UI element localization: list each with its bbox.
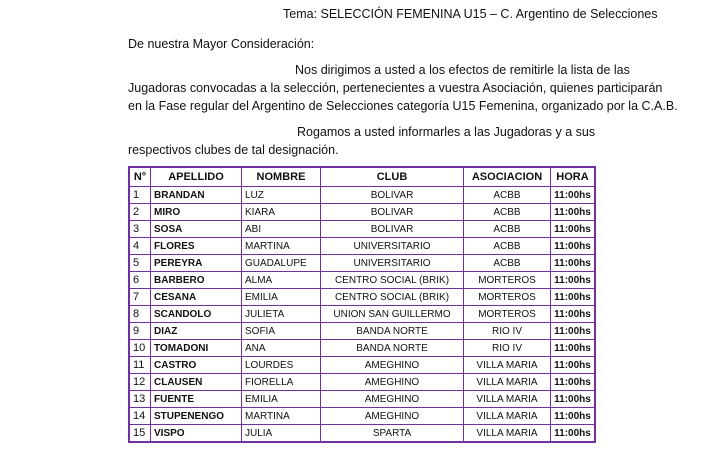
cell-number: 15 [129, 425, 151, 443]
players-table [128, 166, 596, 443]
paragraph-1-line-1: Nos dirigimos a usted a los efectos de remitirle la lista de las [295, 63, 630, 77]
table-row [129, 272, 595, 289]
paragraph-1-line-3: en la Fase regular del Argentino de Selecciones categoría U15 Femenina, organizado por la C.A.B. [128, 99, 678, 113]
cell-club: UNIVERSITARIO [321, 255, 464, 272]
cell-hora: 11:00hs [551, 238, 596, 255]
cell-asociacion: MORTEROS [464, 272, 551, 289]
cell-asociacion: RIO IV [464, 323, 551, 340]
cell-hora: 11:00hs [551, 391, 596, 408]
cell-nombre: KIARA [242, 204, 321, 221]
cell-apellido: DIAZ [151, 323, 242, 340]
table-row [129, 289, 595, 306]
cell-hora: 11:00hs [551, 374, 596, 391]
cell-apellido: SOSA [151, 221, 242, 238]
cell-hora: 11:00hs [551, 255, 596, 272]
cell-number: 13 [129, 391, 151, 408]
cell-hora: 11:00hs [551, 221, 596, 238]
table-row [129, 187, 595, 204]
table-row [129, 204, 595, 221]
table-row [129, 306, 595, 323]
header-asociacion: ASOCIACION [464, 167, 551, 187]
cell-apellido: FLORES [151, 238, 242, 255]
cell-number: 10 [129, 340, 151, 357]
cell-asociacion: ACBB [464, 221, 551, 238]
cell-hora: 11:00hs [551, 408, 596, 425]
cell-asociacion: ACBB [464, 187, 551, 204]
table-row [129, 374, 595, 391]
cell-club: AMEGHINO [321, 408, 464, 425]
cell-apellido: TOMADONI [151, 340, 242, 357]
cell-asociacion: VILLA MARIA [464, 425, 551, 443]
cell-asociacion: MORTEROS [464, 289, 551, 306]
cell-club: CENTRO SOCIAL (BRIK) [321, 289, 464, 306]
table-row [129, 340, 595, 357]
cell-apellido: CASTRO [151, 357, 242, 374]
table-header-row [129, 167, 595, 187]
header-number: N° [129, 167, 151, 187]
paragraph-2-line-1: Rogamos a usted informarles a las Jugadoras y a sus [297, 125, 596, 139]
cell-apellido: FUENTE [151, 391, 242, 408]
cell-nombre: LUZ [242, 187, 321, 204]
cell-nombre: MARTINA [242, 238, 321, 255]
cell-apellido: MIRO [151, 204, 242, 221]
cell-club: CENTRO SOCIAL (BRIK) [321, 272, 464, 289]
cell-number: 11 [129, 357, 151, 374]
cell-club: BOLIVAR [321, 204, 464, 221]
header-nombre: NOMBRE [242, 167, 321, 187]
cell-apellido: BARBERO [151, 272, 242, 289]
cell-nombre: ANA [242, 340, 321, 357]
paragraph-2-line-2: respectivos clubes de tal designación. [128, 143, 339, 157]
cell-hora: 11:00hs [551, 323, 596, 340]
cell-nombre: ALMA [242, 272, 321, 289]
cell-asociacion: RIO IV [464, 340, 551, 357]
table-row [129, 255, 595, 272]
cell-number: 8 [129, 306, 151, 323]
cell-asociacion: ACBB [464, 238, 551, 255]
salutation: De nuestra Mayor Consideración: [128, 37, 315, 51]
cell-apellido: SCANDOLO [151, 306, 242, 323]
cell-club: AMEGHINO [321, 374, 464, 391]
cell-apellido: CLAUSEN [151, 374, 242, 391]
cell-club: AMEGHINO [321, 357, 464, 374]
cell-number: 12 [129, 374, 151, 391]
cell-number: 6 [129, 272, 151, 289]
cell-club: BOLIVAR [321, 187, 464, 204]
paragraph-1-line-2: Jugadoras convocadas a la selección, pertenecientes a vuestra Asociación, quienes participarán [128, 81, 663, 95]
header-hora: HORA [551, 167, 596, 187]
header-club: CLUB [321, 167, 464, 187]
cell-asociacion: VILLA MARIA [464, 391, 551, 408]
cell-nombre: EMILIA [242, 289, 321, 306]
cell-nombre: LOURDES [242, 357, 321, 374]
cell-asociacion: MORTEROS [464, 306, 551, 323]
cell-number: 7 [129, 289, 151, 306]
cell-club: SPARTA [321, 425, 464, 443]
cell-nombre: FIORELLA [242, 374, 321, 391]
cell-number: 4 [129, 238, 151, 255]
document-subject: Tema: SELECCIÓN FEMENINA U15 – C. Argentino de Selecciones [283, 7, 658, 21]
cell-apellido: BRANDAN [151, 187, 242, 204]
table-row [129, 357, 595, 374]
cell-hora: 11:00hs [551, 306, 596, 323]
cell-hora: 11:00hs [551, 289, 596, 306]
cell-hora: 11:00hs [551, 357, 596, 374]
table-row [129, 323, 595, 340]
header-apellido: APELLIDO [151, 167, 242, 187]
cell-number: 9 [129, 323, 151, 340]
cell-club: UNION SAN GUILLERMO [321, 306, 464, 323]
cell-club: BANDA NORTE [321, 323, 464, 340]
cell-hora: 11:00hs [551, 204, 596, 221]
cell-club: AMEGHINO [321, 391, 464, 408]
cell-hora: 11:00hs [551, 272, 596, 289]
cell-apellido: CESANA [151, 289, 242, 306]
cell-nombre: JULIA [242, 425, 321, 443]
cell-nombre: JULIETA [242, 306, 321, 323]
cell-asociacion: ACBB [464, 255, 551, 272]
cell-number: 1 [129, 187, 151, 204]
cell-nombre: ABI [242, 221, 321, 238]
cell-hora: 11:00hs [551, 425, 596, 443]
cell-asociacion: VILLA MARIA [464, 374, 551, 391]
cell-number: 2 [129, 204, 151, 221]
cell-nombre: SOFIA [242, 323, 321, 340]
cell-apellido: PEREYRA [151, 255, 242, 272]
cell-number: 5 [129, 255, 151, 272]
cell-nombre: MARTINA [242, 408, 321, 425]
table-row [129, 221, 595, 238]
cell-asociacion: VILLA MARIA [464, 357, 551, 374]
table-row [129, 408, 595, 425]
cell-apellido: VISPO [151, 425, 242, 443]
cell-nombre: GUADALUPE [242, 255, 321, 272]
cell-number: 3 [129, 221, 151, 238]
cell-club: BOLIVAR [321, 221, 464, 238]
cell-asociacion: VILLA MARIA [464, 408, 551, 425]
table-row [129, 238, 595, 255]
cell-club: UNIVERSITARIO [321, 238, 464, 255]
cell-hora: 11:00hs [551, 340, 596, 357]
cell-hora: 11:00hs [551, 187, 596, 204]
cell-asociacion: ACBB [464, 204, 551, 221]
table-row [129, 425, 595, 443]
cell-nombre: EMILIA [242, 391, 321, 408]
cell-number: 14 [129, 408, 151, 425]
table-row [129, 391, 595, 408]
cell-club: BANDA NORTE [321, 340, 464, 357]
cell-apellido: STUPENENGO [151, 408, 242, 425]
